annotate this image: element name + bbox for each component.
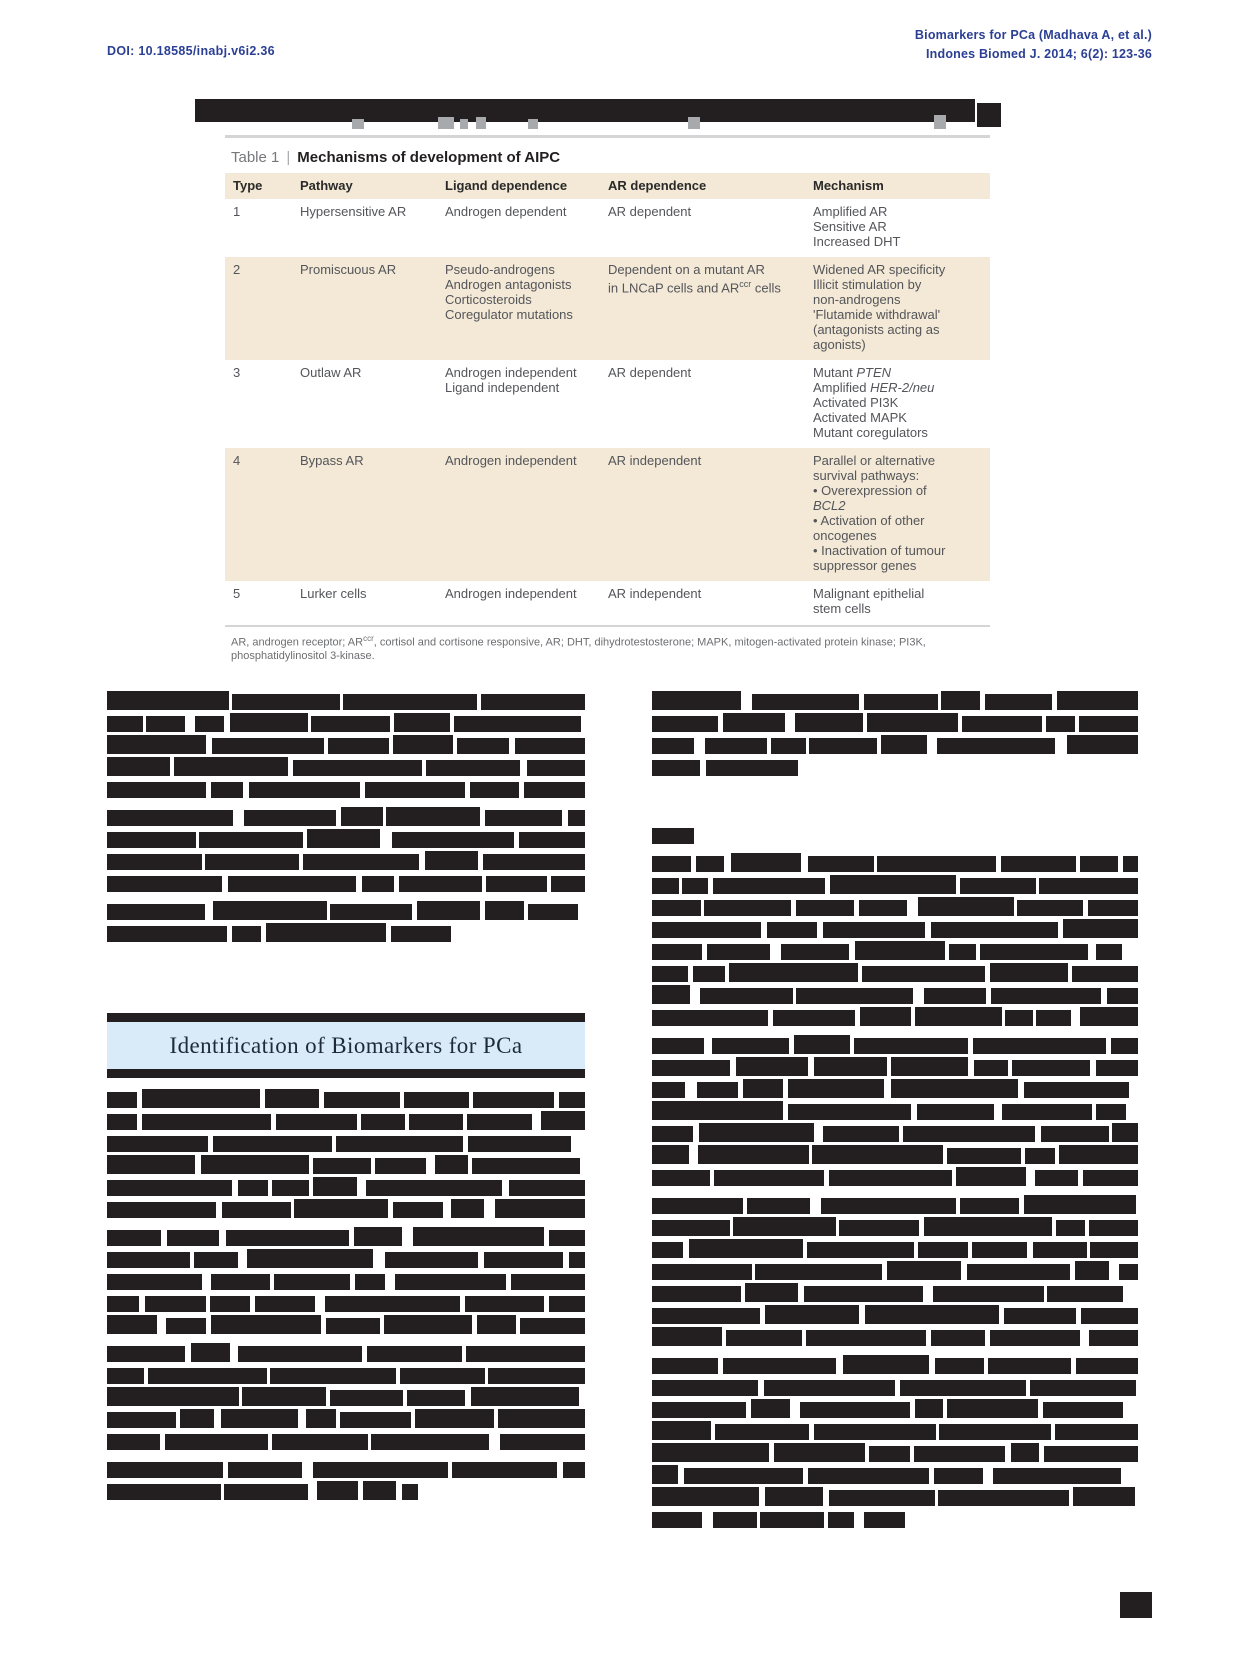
redacted-text-column bbox=[107, 1092, 585, 1512]
aipc-table bbox=[225, 173, 990, 624]
redacted-paragraph bbox=[652, 1038, 1138, 1186]
table-header-row bbox=[225, 173, 990, 199]
redacted-paragraph bbox=[107, 904, 585, 942]
redacted-paragraph bbox=[107, 1346, 585, 1450]
table-cell: Lurker cells bbox=[300, 586, 367, 601]
banner-artifact bbox=[438, 117, 454, 129]
table-cell: Pseudo-androgens Androgen antagonists Corticosteroids Coregulator mutations bbox=[437, 257, 600, 360]
table-cell: Mutant PTEN Amplified HER-2/neu Activated PI3K Activated MAPK Mutant coregulators bbox=[813, 365, 935, 440]
table-1 bbox=[225, 143, 990, 664]
table-cell: Androgen independent bbox=[445, 586, 577, 601]
table-cell: AR independent bbox=[608, 586, 702, 601]
table-cell: Dependent on a mutant AR in LNCaP cells and $AR^{ccr}$ cells bbox=[600, 257, 805, 360]
banner-artifact bbox=[688, 117, 700, 129]
table-cell: AR dependent bbox=[608, 204, 692, 219]
citation-line-1: Biomarkers for PCa (Madhava A, et al.) bbox=[914, 28, 1152, 42]
redacted-paragraph bbox=[652, 1358, 1138, 1528]
table-cell: Malignant epithelial stem cells bbox=[813, 586, 925, 616]
redacted-paragraph bbox=[107, 1092, 585, 1218]
table-row bbox=[225, 199, 990, 257]
banner-artifact bbox=[528, 119, 538, 129]
redacted-paragraph bbox=[652, 856, 1138, 1026]
table-label: Table 1 bbox=[231, 149, 280, 166]
redacted-text-column bbox=[652, 694, 1138, 1540]
table-cell: AR independent bbox=[600, 448, 805, 581]
table-row bbox=[225, 257, 990, 360]
table-footnote: AR, androgen receptor; $AR^{ccr}$, cortisol and cortisone responsive, AR; DHT, dihydrotestosterone; MAPK, mitogen-activated protein kinase; PI3K, phosphatidylinositol 3-kinase. bbox=[225, 625, 990, 664]
table-cell: Bypass AR bbox=[292, 448, 437, 581]
table-cell: 5 bbox=[233, 586, 241, 601]
table-row bbox=[225, 360, 990, 448]
doi-text: DOI: 10.18585/inabj.v6i2.36 bbox=[107, 44, 275, 58]
redacted-paragraph bbox=[107, 1462, 585, 1500]
redacted-text-column bbox=[107, 694, 585, 954]
table-rows bbox=[225, 199, 990, 624]
table-cell: Parallel or alternative survival pathways: • Overexpression of BCL2 • Activation of other oncogenes • Inactivation of tumour suppressor genes bbox=[805, 448, 990, 581]
table-cell: Widened AR specificity Illicit stimulation by non-androgens 'Flutamide withdrawal' (antagonists acting as agonists) bbox=[805, 257, 990, 360]
table-row bbox=[225, 581, 990, 624]
table-header bbox=[225, 173, 990, 199]
section-heading-text: Identification of Biomarkers for PCa bbox=[169, 1032, 523, 1058]
table-cell: 1 bbox=[233, 204, 241, 219]
redacted-subheading bbox=[652, 828, 694, 844]
column-header-ligand: Ligand dependence bbox=[437, 173, 600, 199]
banner-artifact bbox=[934, 115, 946, 129]
table-title bbox=[225, 143, 990, 173]
redacted-page-number bbox=[1120, 1592, 1152, 1618]
redacted-paragraph bbox=[652, 1198, 1138, 1346]
citation-block bbox=[915, 26, 1152, 64]
table-title-divider: | bbox=[286, 149, 291, 166]
table-cell: Androgen independent Ligand independent bbox=[445, 365, 577, 395]
table-cell: AR dependent bbox=[608, 365, 692, 380]
table-top-rule bbox=[225, 135, 990, 138]
redacted-figure-banner-end bbox=[977, 103, 1001, 127]
table-cell: 3 bbox=[233, 365, 241, 380]
column-header-pathway: Pathway bbox=[292, 173, 437, 199]
table-cell: Outlaw AR bbox=[300, 365, 362, 380]
column-header-mechanism: Mechanism bbox=[805, 173, 990, 199]
table-cell: Amplified AR Sensitive AR Increased DHT bbox=[813, 204, 901, 249]
banner-artifact bbox=[352, 119, 364, 129]
redacted-paragraph bbox=[107, 810, 585, 892]
redacted-paragraph bbox=[107, 694, 585, 798]
table-cell: Promiscuous AR bbox=[292, 257, 437, 360]
redacted-paragraph bbox=[652, 694, 1138, 776]
banner-artifact bbox=[460, 119, 468, 129]
column-header-type: Type bbox=[225, 173, 292, 199]
table-row bbox=[225, 448, 990, 581]
banner-artifact bbox=[476, 117, 486, 129]
table-cell: Androgen independent bbox=[437, 448, 600, 581]
section-heading bbox=[107, 1013, 585, 1078]
column-header-ar: AR dependence bbox=[600, 173, 805, 199]
redacted-paragraph bbox=[107, 1230, 585, 1334]
table-title-text: Mechanisms of development of AIPC bbox=[297, 149, 561, 166]
table-cell: Hypersensitive AR bbox=[300, 204, 407, 219]
table-cell: Androgen dependent bbox=[445, 204, 567, 219]
table-cell: 2 bbox=[225, 257, 292, 360]
table-cell: 4 bbox=[225, 448, 292, 581]
redacted-figure-banner bbox=[195, 99, 975, 122]
citation-line-2: Indones Biomed J. 2014; 6(2): 123-36 bbox=[925, 47, 1152, 61]
